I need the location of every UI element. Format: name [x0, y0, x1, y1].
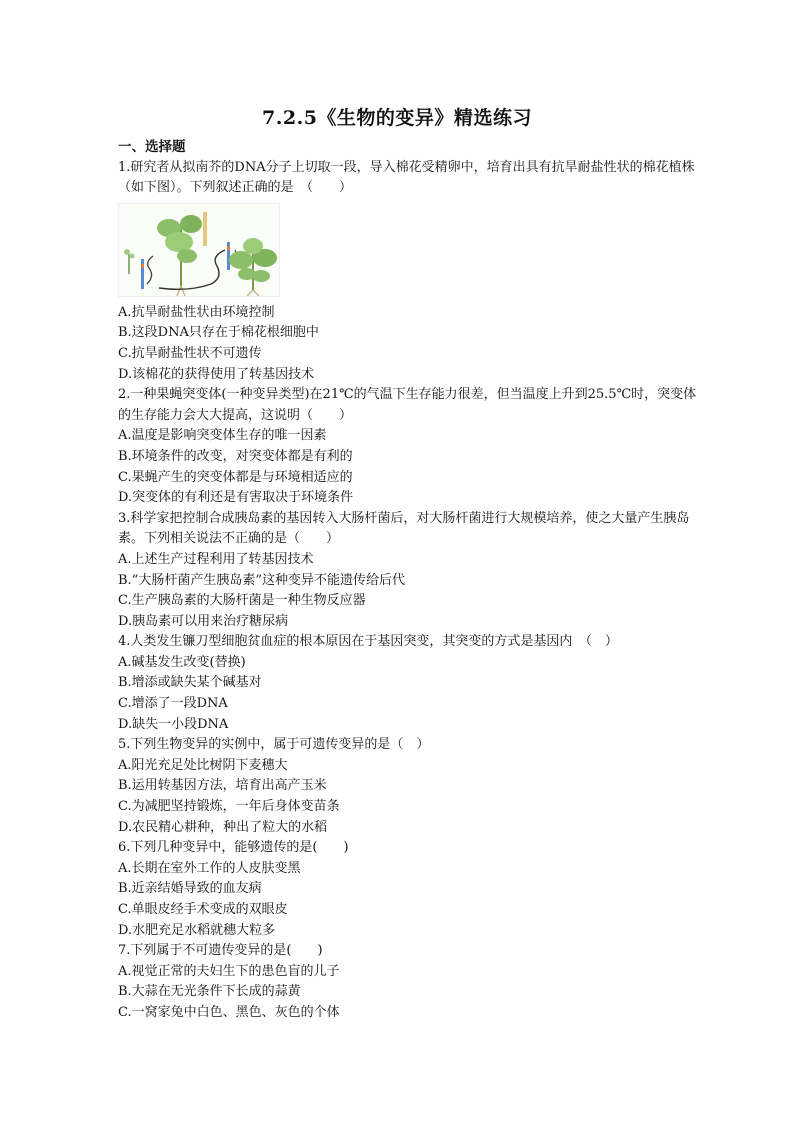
question-stem: 7.下列属于不可遗传变异的是( ): [118, 943, 323, 959]
option: A.长期在室外工作的人皮肤变黑: [118, 860, 301, 876]
option: D.缺失一小段DNA: [118, 716, 229, 732]
option: D.胰岛素可以用来治疗糖尿病: [118, 613, 289, 629]
option: C.增添了一段DNA: [118, 696, 228, 712]
cotton-transgenic-figure: [118, 203, 280, 297]
cotton-plant-icon: [157, 215, 202, 296]
option: D.水肥充足水稻就穗大粒多: [118, 922, 276, 938]
plant-dna-illustration: [119, 204, 279, 296]
option: A.阳光充足处比树阴下麦穗大: [118, 757, 288, 773]
question-stem: 4.人类发生镰刀型细胞贫血症的根本原因在于基因突变，其突变的方式是基因内 （ ）: [118, 634, 618, 650]
question-stem: 1.研究者从拟南芥的DNA分子上切取一段，导入棉花受精卵中，培育出具有抗旱耐盐性状的棉花植株（如下图）。下列叙述正确的是 （ ）: [118, 159, 695, 196]
section-heading: 一、选择题: [118, 139, 186, 155]
dna-strand-icon: [141, 259, 144, 289]
option: B.“大肠杆菌产生胰岛素”这种变异不能遗传给后代: [118, 572, 405, 588]
option: D.突变体的有利还是有害取决于环境条件: [118, 490, 354, 506]
option: C.为减肥坚持锻炼，一年后身体变苗条: [118, 799, 340, 815]
option: B.这段DNA只存在于棉花根细胞中: [118, 325, 319, 341]
gene-tube-icon: [203, 212, 207, 246]
question-stem: 2.一种果蝇突变体(一种变异类型)在21℃的气温下生存能力很差，但当温度上升到25.5℃时，突变体的生存能力会大大提高，这说明（ ）: [118, 387, 697, 423]
option: C.一窝家兔中白色、黑色、灰色的个体: [118, 1004, 340, 1020]
option: A.碱基发生改变(替换): [118, 654, 246, 670]
question-list: [118, 137, 698, 1024]
option: A.上述生产过程利用了转基因技术: [118, 551, 314, 567]
option: B.大蒜在无光条件下长成的蒜黄: [118, 984, 301, 1000]
option: D.农民精心耕种，种出了粒大的水稻: [118, 819, 328, 835]
option: C.生产胰岛素的大肠杆菌是一种生物反应器: [118, 593, 366, 609]
page-title: 7.2.5《生物的变异》精选练习: [262, 107, 532, 129]
option: C.抗旱耐盐性状不可遗传: [118, 345, 262, 361]
option: B.运用转基因方法，培育出高产玉米: [118, 778, 327, 794]
option: B.增添或缺失某个碱基对: [118, 675, 262, 691]
option: B.近亲结婚导致的血友病: [118, 881, 262, 897]
transgenic-cotton-plant-icon: [229, 238, 277, 296]
option: C.单眼皮经手术变成的双眼皮: [118, 902, 288, 917]
option: A.抗旱耐盐性状由环境控制: [118, 304, 275, 320]
question-stem: 6.下列几种变异中，能够遗传的是( ): [118, 840, 349, 856]
question-stem: 3.科学家把控制合成胰岛素的基因转入大肠杆菌后，对大肠杆菌进行大规模培养，使之大量产生胰岛素。下列相关说法不正确的是（ ）: [118, 510, 690, 547]
question-stem: 5.下列生物变异的实例中，属于可遗传变异的是（ ）: [118, 737, 430, 753]
option: D.该棉花的获得使用了转基因技术: [118, 366, 315, 382]
option: B.环境条件的改变，对突变体都是有利的: [118, 448, 353, 464]
dna-helix-icon: [147, 256, 153, 284]
option: C.果蝇产生的突变体都是与环境相适应的: [118, 469, 353, 485]
option: A.温度是影响突变体生存的唯一因素: [118, 428, 327, 444]
arabidopsis-plant-icon: [124, 249, 135, 274]
option: A.视觉正常的夫妇生下的患色盲的儿子: [118, 963, 340, 979]
